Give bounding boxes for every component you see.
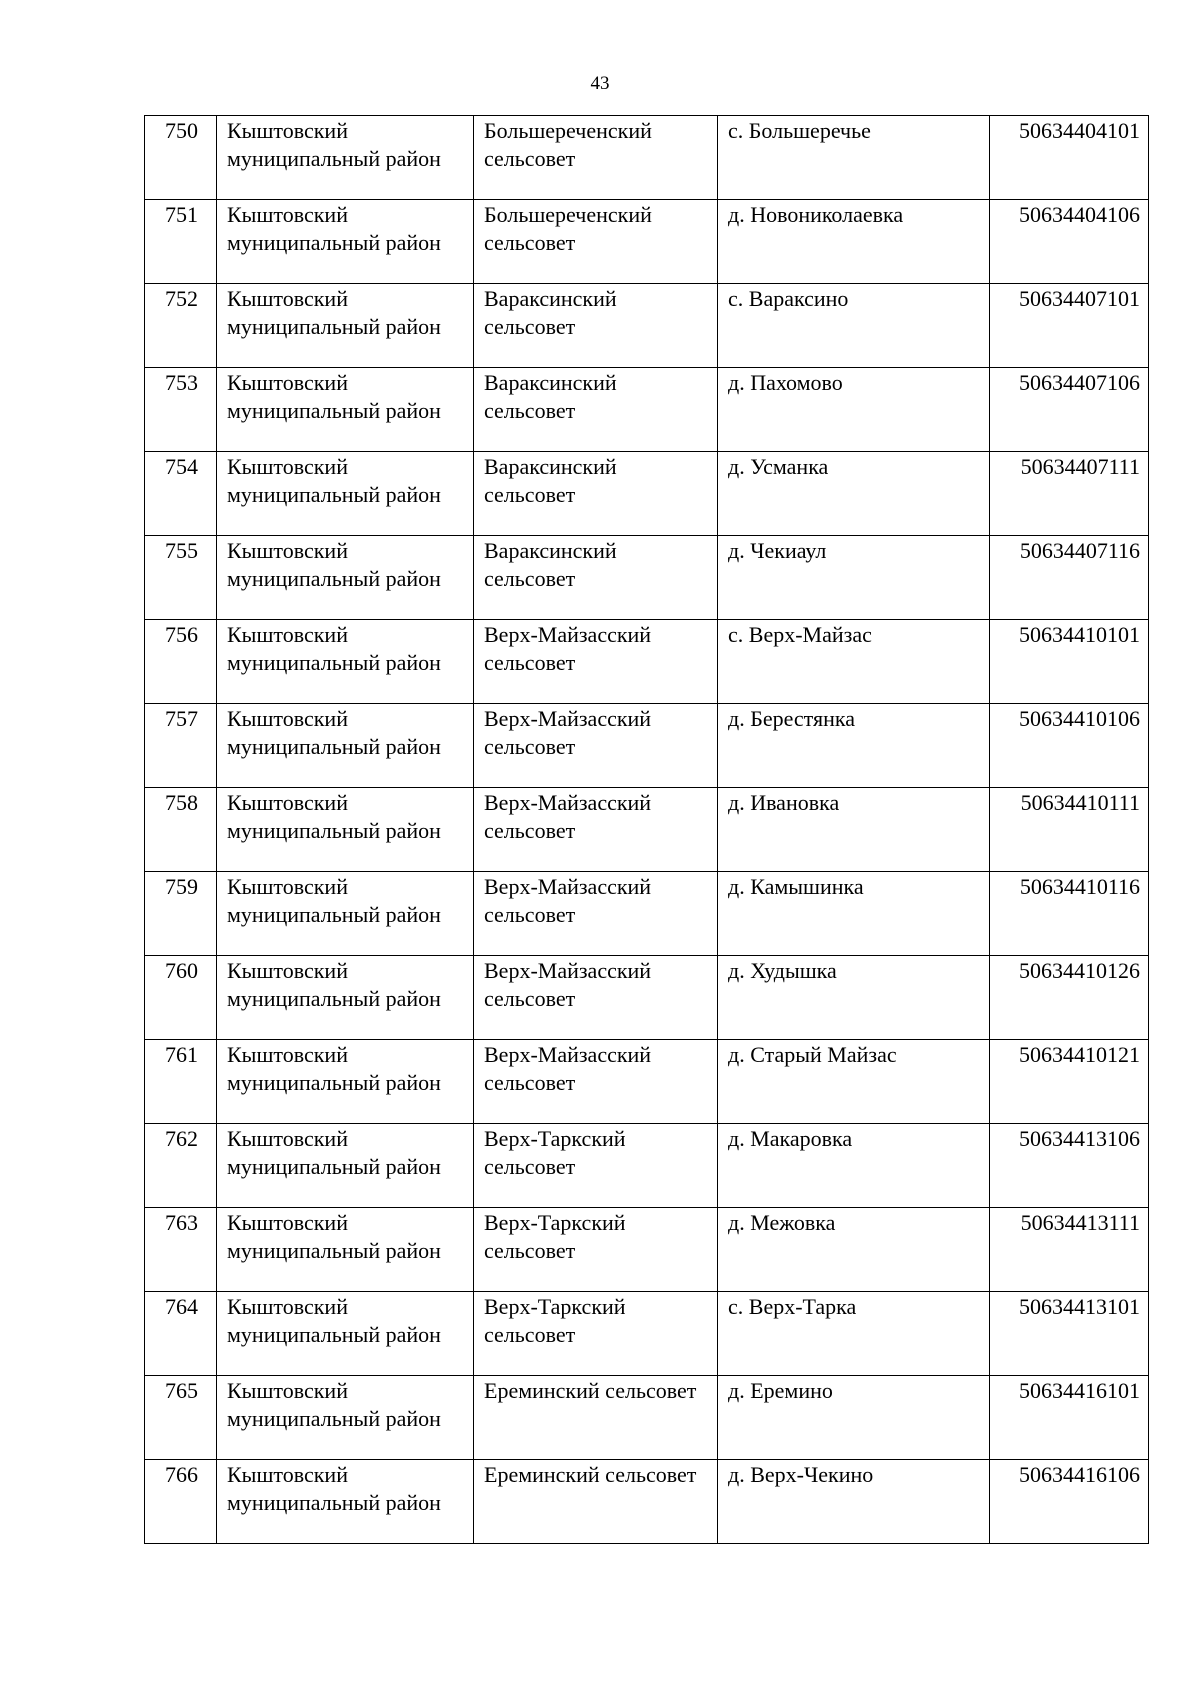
council-cell — [474, 872, 718, 956]
code-cell-text: 50634404101 — [1019, 118, 1140, 143]
code-cell — [990, 116, 1149, 200]
code-cell-text: 50634416101 — [1019, 1378, 1140, 1403]
row-number-cell — [145, 956, 217, 1040]
settlement-cell — [718, 1292, 990, 1376]
council-cell-text: Верх-Таркский сельсовет — [484, 1210, 626, 1263]
council-cell — [474, 704, 718, 788]
council-cell-text: Верх-Таркский сельсовет — [484, 1294, 626, 1347]
code-cell-text: 50634413101 — [1019, 1294, 1140, 1319]
code-cell-text: 50634404106 — [1019, 202, 1140, 227]
settlement-cell — [718, 1124, 990, 1208]
district-cell-text: Кыштовский муниципальный район — [227, 1462, 441, 1515]
council-cell — [474, 1124, 718, 1208]
district-cell-text: Кыштовский муниципальный район — [227, 874, 441, 927]
council-cell — [474, 1376, 718, 1460]
district-cell — [217, 620, 474, 704]
district-cell-text: Кыштовский муниципальный район — [227, 1126, 441, 1179]
district-cell-text: Кыштовский муниципальный район — [227, 118, 441, 171]
settlement-cell — [718, 284, 990, 368]
table-row — [145, 1124, 1149, 1208]
settlement-cell — [718, 200, 990, 284]
district-cell — [217, 452, 474, 536]
table-row — [145, 368, 1149, 452]
settlement-cell — [718, 536, 990, 620]
district-cell-text: Кыштовский муниципальный район — [227, 454, 441, 507]
council-cell — [474, 116, 718, 200]
settlement-cell-text: д. Старый Майзас — [728, 1042, 897, 1067]
settlement-cell-text: с. Верх-Тарка — [728, 1294, 857, 1319]
settlement-cell-text: д. Межовка — [728, 1210, 836, 1235]
council-cell — [474, 1460, 718, 1544]
row-number-cell-text: 756 — [165, 622, 198, 647]
settlement-cell-text: д. Пахомово — [728, 370, 843, 395]
table-row — [145, 116, 1149, 200]
settlement-cell-text: д. Верх-Чекино — [728, 1462, 874, 1487]
code-cell — [990, 1124, 1149, 1208]
row-number-cell — [145, 1292, 217, 1376]
table-row — [145, 704, 1149, 788]
district-cell — [217, 704, 474, 788]
settlement-cell-text: с. Верх-Майзас — [728, 622, 872, 647]
table-row — [145, 1460, 1149, 1544]
district-cell-text: Кыштовский муниципальный район — [227, 370, 441, 423]
council-cell-text: Верх-Майзасский сельсовет — [484, 790, 652, 843]
settlements-table — [144, 115, 1149, 1544]
code-cell — [990, 368, 1149, 452]
settlement-cell — [718, 1040, 990, 1124]
code-cell — [990, 704, 1149, 788]
row-number-cell — [145, 1124, 217, 1208]
district-cell-text: Кыштовский муниципальный район — [227, 202, 441, 255]
district-cell-text: Кыштовский муниципальный район — [227, 1042, 441, 1095]
council-cell — [474, 1208, 718, 1292]
code-cell — [990, 1208, 1149, 1292]
settlement-cell-text: с. Вараксино — [728, 286, 849, 311]
council-cell — [474, 284, 718, 368]
council-cell — [474, 1040, 718, 1124]
settlement-cell-text: д. Берестянка — [728, 706, 856, 731]
code-cell-text: 50634410126 — [1019, 958, 1140, 983]
settlement-cell — [718, 1208, 990, 1292]
code-cell — [990, 200, 1149, 284]
code-cell-text: 50634413111 — [1020, 1210, 1140, 1235]
settlement-cell-text: д. Ивановка — [728, 790, 840, 815]
council-cell-text: Верх-Майзасский сельсовет — [484, 874, 652, 927]
code-cell-text: 50634410116 — [1019, 874, 1140, 899]
row-number-cell — [145, 1460, 217, 1544]
settlement-cell-text: д. Новониколаевка — [728, 202, 904, 227]
district-cell — [217, 200, 474, 284]
code-cell — [990, 452, 1149, 536]
table-row — [145, 284, 1149, 368]
code-cell — [990, 1040, 1149, 1124]
table-row — [145, 872, 1149, 956]
council-cell — [474, 200, 718, 284]
page-number: 43 — [590, 73, 610, 94]
code-cell-text: 50634407116 — [1019, 538, 1140, 563]
settlement-cell — [718, 116, 990, 200]
settlements-table-body — [145, 116, 1149, 1544]
code-cell — [990, 536, 1149, 620]
table-row — [145, 200, 1149, 284]
code-cell — [990, 1376, 1149, 1460]
district-cell — [217, 956, 474, 1040]
settlement-cell-text: д. Макаровка — [728, 1126, 853, 1151]
row-number-cell — [145, 872, 217, 956]
row-number-cell-text: 751 — [165, 202, 198, 227]
settlement-cell-text: д. Еремино — [728, 1378, 833, 1403]
settlement-cell-text: д. Худышка — [728, 958, 837, 983]
council-cell-text: Большереченский сельсовет — [484, 118, 652, 171]
district-cell — [217, 536, 474, 620]
code-cell — [990, 872, 1149, 956]
code-cell-text: 50634407111 — [1020, 454, 1140, 479]
code-cell — [990, 1460, 1149, 1544]
council-cell-text: Вараксинский сельсовет — [484, 454, 617, 507]
council-cell — [474, 620, 718, 704]
settlement-cell-text: д. Усманка — [728, 454, 829, 479]
table-row — [145, 788, 1149, 872]
row-number-cell-text: 754 — [165, 454, 198, 479]
settlement-cell — [718, 872, 990, 956]
table-row — [145, 956, 1149, 1040]
row-number-cell-text: 760 — [165, 958, 198, 983]
district-cell-text: Кыштовский муниципальный район — [227, 1294, 441, 1347]
row-number-cell — [145, 1040, 217, 1124]
settlement-cell-text: с. Большеречье — [728, 118, 871, 143]
settlement-cell — [718, 956, 990, 1040]
district-cell-text: Кыштовский муниципальный район — [227, 538, 441, 591]
council-cell — [474, 536, 718, 620]
row-number-cell-text: 759 — [165, 874, 198, 899]
table-row — [145, 1208, 1149, 1292]
row-number-cell — [145, 116, 217, 200]
settlement-cell — [718, 1376, 990, 1460]
row-number-cell — [145, 620, 217, 704]
district-cell — [217, 1124, 474, 1208]
row-number-cell — [145, 788, 217, 872]
code-cell-text: 50634410106 — [1019, 706, 1140, 731]
code-cell — [990, 956, 1149, 1040]
code-cell-text: 50634410121 — [1019, 1042, 1140, 1067]
district-cell — [217, 1208, 474, 1292]
district-cell-text: Кыштовский муниципальный район — [227, 958, 441, 1011]
row-number-cell — [145, 368, 217, 452]
council-cell — [474, 1292, 718, 1376]
table-row — [145, 1376, 1149, 1460]
district-cell — [217, 1376, 474, 1460]
row-number-cell-text: 763 — [165, 1210, 198, 1235]
settlement-cell — [718, 1460, 990, 1544]
row-number-cell-text: 757 — [165, 706, 198, 731]
council-cell-text: Верх-Майзасский сельсовет — [484, 1042, 652, 1095]
row-number-cell-text: 765 — [165, 1378, 198, 1403]
table-row — [145, 1040, 1149, 1124]
settlement-cell — [718, 620, 990, 704]
table-row — [145, 1292, 1149, 1376]
settlement-cell — [718, 368, 990, 452]
settlement-cell-text: д. Чекиаул — [728, 538, 827, 563]
code-cell-text: 50634407106 — [1019, 370, 1140, 395]
row-number-cell — [145, 536, 217, 620]
settlement-cell — [718, 452, 990, 536]
code-cell-text: 50634416106 — [1019, 1462, 1140, 1487]
row-number-cell-text: 755 — [165, 538, 198, 563]
council-cell-text: Вараксинский сельсовет — [484, 538, 617, 591]
council-cell-text: Верх-Майзасский сельсовет — [484, 622, 652, 675]
row-number-cell — [145, 284, 217, 368]
row-number-cell-text: 762 — [165, 1126, 198, 1151]
district-cell — [217, 284, 474, 368]
table-row — [145, 536, 1149, 620]
row-number-cell-text: 753 — [165, 370, 198, 395]
district-cell — [217, 872, 474, 956]
district-cell-text: Кыштовский муниципальный район — [227, 1378, 441, 1431]
row-number-cell-text: 750 — [165, 118, 198, 143]
council-cell-text: Верх-Майзасский сельсовет — [484, 958, 652, 1011]
district-cell — [217, 1460, 474, 1544]
settlement-cell — [718, 704, 990, 788]
council-cell — [474, 956, 718, 1040]
row-number-cell — [145, 200, 217, 284]
row-number-cell — [145, 704, 217, 788]
row-number-cell-text: 758 — [165, 790, 198, 815]
council-cell-text: Большереченский сельсовет — [484, 202, 652, 255]
code-cell — [990, 284, 1149, 368]
row-number-cell — [145, 1376, 217, 1460]
council-cell-text: Вараксинский сельсовет — [484, 286, 617, 339]
council-cell-text: Ереминский сельсовет — [484, 1462, 697, 1487]
council-cell-text: Верх-Майзасский сельсовет — [484, 706, 652, 759]
row-number-cell — [145, 452, 217, 536]
district-cell — [217, 1292, 474, 1376]
settlement-cell-text: д. Камышинка — [728, 874, 864, 899]
code-cell — [990, 620, 1149, 704]
district-cell-text: Кыштовский муниципальный район — [227, 286, 441, 339]
row-number-cell-text: 764 — [165, 1294, 198, 1319]
district-cell-text: Кыштовский муниципальный район — [227, 706, 441, 759]
table-row — [145, 620, 1149, 704]
code-cell-text: 50634410101 — [1019, 622, 1140, 647]
row-number-cell-text: 761 — [165, 1042, 198, 1067]
district-cell-text: Кыштовский муниципальный район — [227, 622, 441, 675]
row-number-cell-text: 752 — [165, 286, 198, 311]
council-cell — [474, 788, 718, 872]
district-cell-text: Кыштовский муниципальный район — [227, 790, 441, 843]
council-cell — [474, 368, 718, 452]
row-number-cell — [145, 1208, 217, 1292]
district-cell — [217, 116, 474, 200]
council-cell — [474, 452, 718, 536]
district-cell — [217, 368, 474, 452]
table-row — [145, 452, 1149, 536]
district-cell — [217, 788, 474, 872]
code-cell-text: 50634410111 — [1020, 790, 1140, 815]
settlement-cell — [718, 788, 990, 872]
council-cell-text: Верх-Таркский сельсовет — [484, 1126, 626, 1179]
council-cell-text: Вараксинский сельсовет — [484, 370, 617, 423]
code-cell-text: 50634413106 — [1019, 1126, 1140, 1151]
council-cell-text: Ереминский сельсовет — [484, 1378, 697, 1403]
code-cell-text: 50634407101 — [1019, 286, 1140, 311]
code-cell — [990, 788, 1149, 872]
district-cell — [217, 1040, 474, 1124]
district-cell-text: Кыштовский муниципальный район — [227, 1210, 441, 1263]
row-number-cell-text: 766 — [165, 1462, 198, 1487]
code-cell — [990, 1292, 1149, 1376]
